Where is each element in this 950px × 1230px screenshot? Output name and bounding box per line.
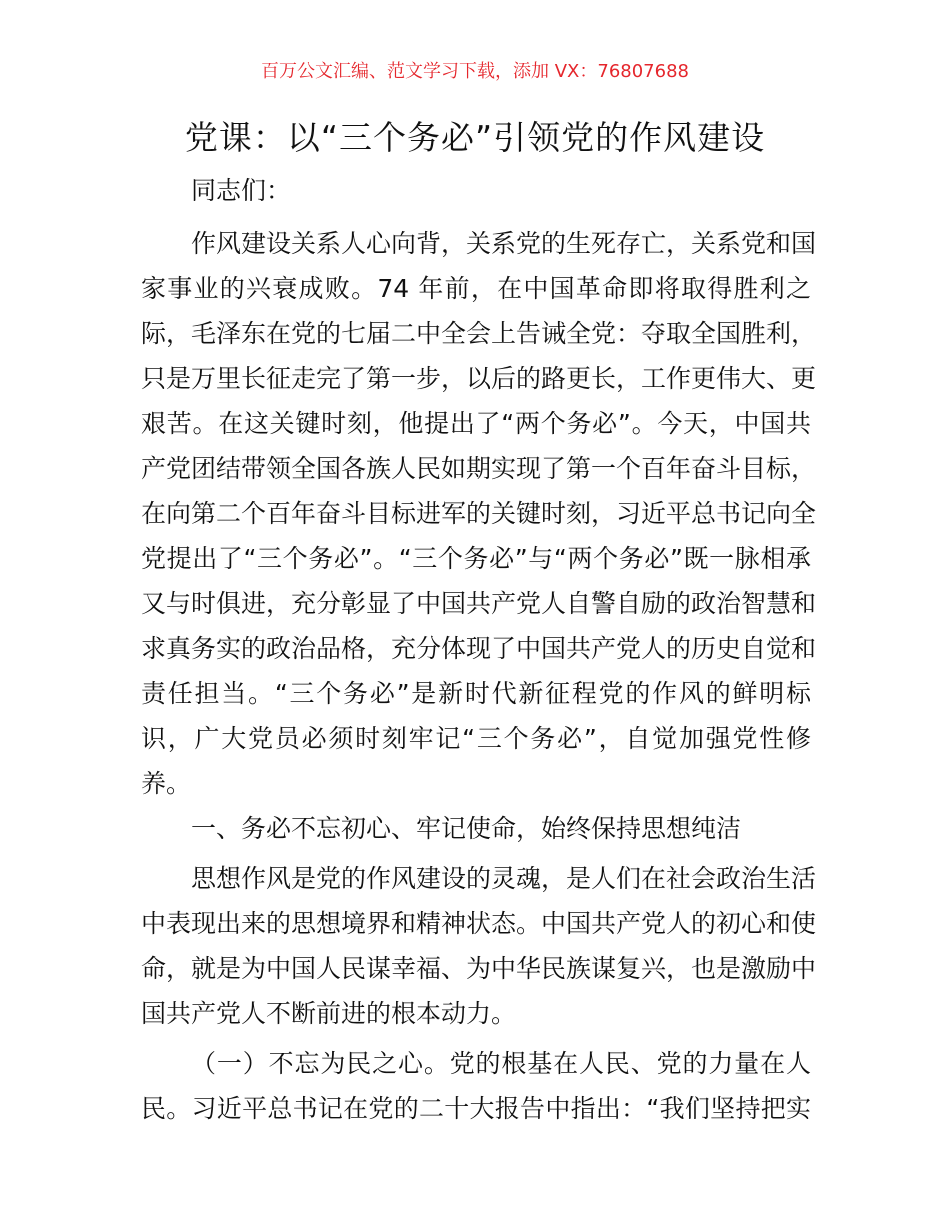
text-line: 又与时俱进，充分彰显了中国共产党人自警自励的政治智慧和 [141, 589, 817, 618]
document-body [141, 168, 817, 1131]
text-line: 只是万里长征走完了第一步，以后的路更长，工作更伟大、更 [141, 364, 817, 393]
text-line: 党提出了“三个务必”。“三个务必”与“两个务必”既一脉相承 [141, 544, 811, 573]
text-line: 求真务实的政治品格，充分体现了中国共产党人的历史自觉和 [141, 634, 817, 663]
paragraph [141, 856, 817, 1036]
text-line: 家事业的兴衰成败。74 年前，在中国革命即将取得胜利之 [141, 274, 811, 303]
text-line: 际，毛泽东在党的七届二中全会上告诫全党：夺取全国胜利， [141, 319, 817, 348]
text-line: 民。习近平总书记在党的二十大报告中指出：“我们坚持把实 [141, 1094, 811, 1123]
text-line: 养。 [141, 769, 192, 798]
text-line: 思想作风是党的作风建设的灵魂，是人们在社会政治生活 [191, 864, 817, 893]
text-line: 识，广大党员必须时刻牢记“三个务必”，自觉加强党性修 [141, 724, 811, 753]
text-line: 在向第二个百年奋斗目标进军的关键时刻，习近平总书记向全 [141, 499, 817, 528]
text-line: （一）不忘为民之心。党的根基在人民、党的力量在人 [191, 1049, 811, 1078]
watermark-header-note: 百万公文汇编、范文学习下载，添加 VX：76807688 [261, 61, 689, 82]
text-line: 中表现出来的思想境界和精神状态。中国共产党人的初心和使 [141, 909, 817, 938]
text-line: 一、务必不忘初心、牢记使命，始终保持思想纯洁 [191, 814, 742, 843]
document-title: 党课：以“三个务必”引领党的作风建设 [184, 118, 766, 157]
paragraph [141, 221, 817, 806]
text-line: 作风建设关系人心向背，关系党的生死存亡，关系党和国 [191, 229, 817, 258]
section-heading [141, 806, 811, 851]
text-line: 命，就是为中国人民谋幸福、为中华民族谋复兴，也是激励中 [141, 954, 817, 983]
text-line: 产党团结带领全国各族人民如期实现了第一个百年奋斗目标， [141, 454, 817, 483]
text-line: 国共产党人不断前进的根本动力。 [141, 999, 517, 1028]
text-line: 艰苦。在这关键时刻，他提出了“两个务必”。今天，中国共 [141, 409, 811, 438]
salutation: 同志们： [191, 176, 292, 205]
text-line: 责任担当。“三个务必”是新时代新征程党的作风的鲜明标 [141, 679, 811, 708]
paragraph [141, 1041, 811, 1131]
